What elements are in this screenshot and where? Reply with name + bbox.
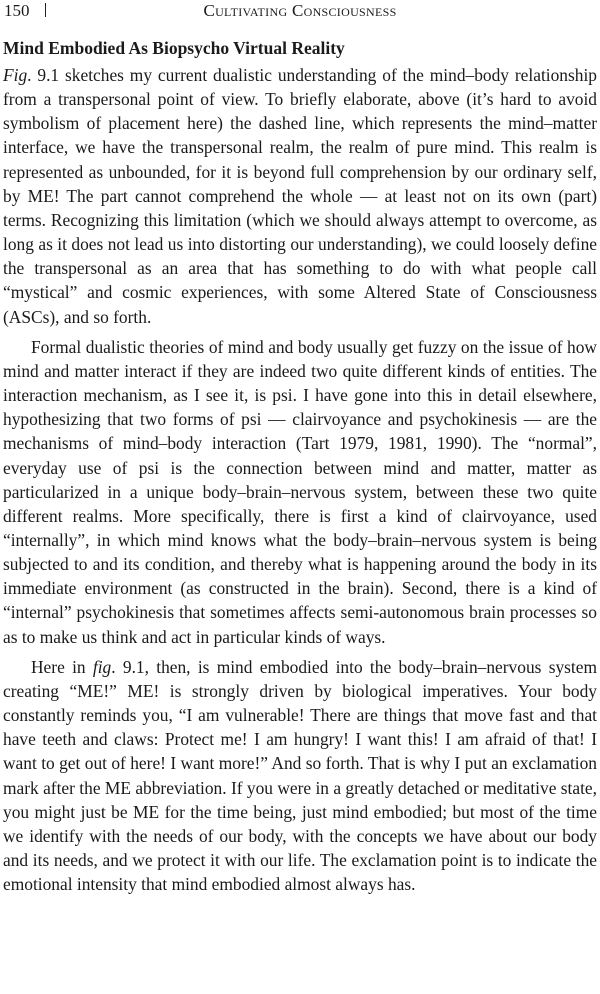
paragraph-text: . 9.1, then, is mind embodied into the body–brain–nervous system creating “ME!” ME! is strongly driven by biological imperatives. Your body constantly reminds you, “I am vulnerable! There are things that move fast and that have teeth and claws: Protect me! I am hungry! I want this! I am afraid of that! I want to get out of here! I want more!” And so forth. That is why I put an exclamation mark after the ME abbreviation. If you were in a greatly detached or meditative state, you might just be ME for the time being, just mind embodied; but most of the time we identify with the needs of our body, with the concepts we have about our body and its needs, and we protect it with our life. The exclamation point is to indicate the emotional intensity that mind embodied almost always has.: [3, 656, 597, 895]
figure-reference: fig: [92, 656, 112, 677]
page-number: 150: [4, 1, 30, 20]
body-text: [3, 63, 597, 896]
paragraph-3: [3, 655, 597, 897]
paragraph-lead: Here in: [31, 656, 93, 677]
paragraph-2: [3, 335, 597, 649]
book-title: Cultivating Consciousness: [203, 1, 397, 20]
figure-reference: Fig: [3, 65, 28, 85]
paragraph-1: [3, 63, 597, 329]
section-heading: Mind Embodied As Biopsycho Virtual Reality: [3, 38, 345, 58]
paragraph-text: Formal dualistic theories of mind and body usually get fuzzy on the issue of how mind and matter interact if they are indeed two quite different kinds of entities. The interaction mechanism, as I see it, is psi. I have gone into this in detail elsewhere, hypothesizing that two forms of psi — clairvoyance and psychokinesis — are the mechanisms of mind–body interaction (Tart 1979, 1981, 1990). The “normal”, everyday use of psi is the connection between mind and matter, matter as particularized in a unique body–brain–nervous system, between these two quite different realms. More specifically, there is first a kind of clairvoyance, used “internally”, in which mind knows what the body–brain–nervous system is being subjected to and its condition, and thereby what is happening around the body in its immediate environment (as constructed in the brain). Second, there is a kind of “internal” psychokinesis that sometimes affects semi-autonomous brain processes so as to make us think and act in particular kinds of ways.: [3, 336, 597, 647]
running-head: [2, 0, 598, 22]
paragraph-text: . 9.1 sketches my current dualistic understanding of the mind–body relationship from a transpersonal point of view. To briefly elaborate, above (it’s hard to avoid symbolism of placement here) the dashed line, which represents the mind–matter interface, we have the transpersonal realm, the realm of pure mind. This realm is represented as unbounded, for it is beyond full comprehension by our ordinary self, by ME! The part cannot comprehend the whole — at least not on its own (part) terms. Recognizing this limitation (which we should always attempt to overcome, as long as it does not lead us into distorting our understanding), we could loosely define the transpersonal as an area that has something to do with what people call “mystical” and cosmic experiences, with some Altered State of Consciousness (ASCs), and so forth.: [3, 65, 597, 327]
